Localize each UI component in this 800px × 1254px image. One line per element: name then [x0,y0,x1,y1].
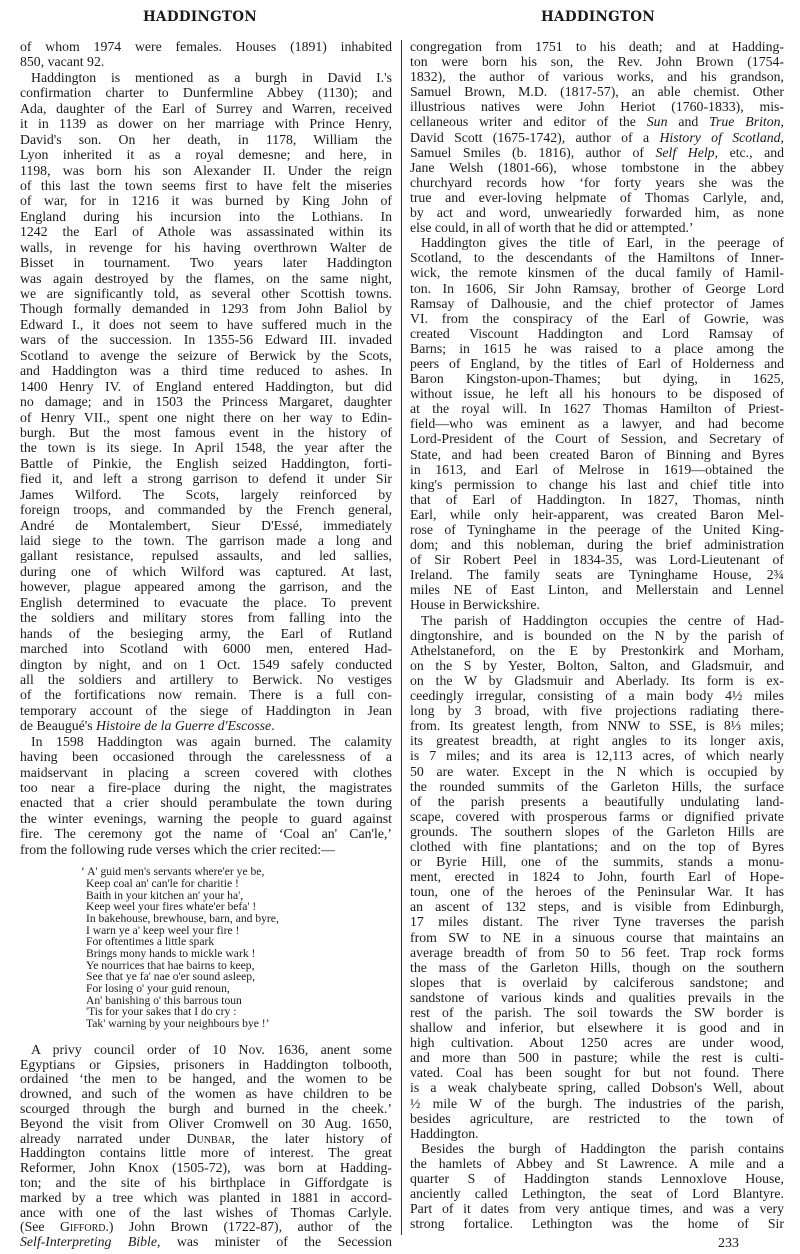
italic-title: Self Help [655,144,715,160]
text-line: dom; and this nobleman, during the brief administration [410,537,784,553]
italic-title: Histoire de la Guerre d'Escosse [96,718,272,734]
text-segment: David Scott (1675-1742), author of a [410,129,660,145]
text-line: the rounded summits of the Garleton Hills, the surface [410,778,784,794]
paragraph [410,39,784,235]
text-segment: , etc., and [714,144,785,160]
text-line: James Wilford. The Scots, largely reinforced by [20,486,392,502]
right-column [410,39,784,1231]
text-line: field—who was eminent as a lawyer, and had become [410,416,784,432]
text-line: of Sir Robert Peel in 1834-35, was Lord-Lieutenant of [410,552,784,568]
text-line: peers of England, by the titles of Earl of Holderness and [410,355,784,371]
text-line: illustrious natives were John Heriot (1760-1833), mis- [410,99,784,115]
text-line: scape, covered with prosperous farms or dignified private [410,808,784,824]
paragraph [20,734,392,858]
italic-title: True Briton [709,114,781,130]
text-line: drowned, and such of the women as have children to be [20,1086,392,1102]
paragraph [410,613,784,1141]
text-segment: , [780,129,784,145]
text-line: 1832), the author of various works, and his grandson, [410,69,784,85]
text-segment: Samuel Smiles (b. 1816), author of [410,144,656,160]
text-line: In 1598 Haddington was again burned. The calamity [31,733,392,749]
text-line [20,1220,392,1235]
paragraph [20,1043,392,1250]
poem-line: Brings mony hands to mickle wark ! [86,947,256,960]
text-line: maidservant in placing a screen covered with clothes [20,764,392,780]
text-line: marked by a tree which was planted in 1881 in accord- [20,1189,392,1205]
text-line: confirmation charter to Dunfermline Abbey (1130); and [20,85,392,101]
text-line: average breadth of from 50 to 56 feet. Trap rock forms [410,944,784,960]
text-line: of war, for in 1216 it was burned by King John of [20,193,392,209]
poem-block [81,865,392,1031]
text-line: Besides the burgh of Haddington the parish contains [421,1140,784,1156]
text-line: Reformer, John Knox (1505-72), was born at Hadding- [20,1160,392,1176]
text-line: ance with one of the last wishes of Thomas Carlyle. [20,1204,392,1220]
text-line: The parish of Haddington occupies the centre of Had- [421,612,784,628]
text-line: 850, vacant 92. [20,54,105,70]
text-line: hands of the besieging army, the Earl of Rutland [20,625,392,641]
paragraph [410,235,784,612]
poem-line: Keep coal an' can'le for charitie ! [86,876,239,890]
text-line: its greatest breadth, at right angles to its longer axis, [410,733,784,749]
text-segment: de Beaugué's [20,718,97,734]
text-line: Earl, while only heir-apparent, was created Baron Mel- [410,506,784,522]
text-line: the town is its siege. In April 1548, the year after the [20,440,392,456]
text-line: Battle of Pinkie, the English seized Haddington, forti- [20,455,392,471]
text-line: State, and had been created Baron of Binning and Byres [410,446,784,462]
text-line: fire. The ceremony got the name of ‘Coal an' Can'le,’ [20,826,392,842]
text-line: besides agriculture, are restricted to the town of [410,1110,784,1126]
text-line: the hamlets of Abbey and St Lawrence. A mile and a [410,1155,784,1171]
text-line: enacted that a crier should perambulate the town during [20,795,392,811]
text-line: laid siege to the town. The garrison made a long and [20,533,392,548]
text-line [410,145,784,160]
text-line: 1198, was born his son Alexander II. Under the reign [20,162,392,178]
text-line: Egyptians or Gipsies, prisoners in Haddington tolbooth, [20,1056,392,1072]
text-line: VI. from the conspiracy of the Earl of Gowrie, was [410,310,784,326]
text-line: of the fortifications now remain. There is a full con- [20,687,392,703]
text-line: anciently called Lethington, the seat of Lord Blantyre. [410,1186,784,1202]
text-line: Haddington. [410,1125,479,1141]
text-line: Haddington is mentioned as a burgh in David I.'s [31,69,392,85]
italic-title: History of Scotland [659,129,781,145]
text-line: of whom 1974 were females. Houses (1891) inhabited [20,39,392,54]
text-line: walls, in revenge for his having overthrown Walter de [20,239,392,255]
text-line: slopes that is overlaid by calciferous sandstone; and [410,974,784,990]
paragraph [20,39,392,70]
cross-reference: Gifford [59,1219,106,1235]
text-segment: , was minister of the Secession [156,1234,392,1250]
text-line: Lyon inherited it as a royal demesne; and here, in [20,147,392,163]
text-line: Ireland. The family seats are Tyninghame House, 2¾ [410,567,784,583]
text-line: A privy council order of 10 Nov. 1636, anent some [31,1041,392,1057]
text-line: congregation from 1751 to his death; and at Hadding- [410,39,784,54]
text-line: vated. Coal has been sought for but not found. There [410,1065,784,1081]
text-line: Beyond the visit from Oliver Cromwell on 30 Aug. 1650, [20,1115,392,1131]
text-line [20,1132,392,1147]
right-paragraphs [410,39,784,1231]
text-line: ment, erected in 1824 to John, fourth Earl of Hope- [410,869,784,885]
text-line: the soldiers and military stores from falling into the [20,610,392,626]
text-line: André de Montalembert, Sieur D'Essé, immediately [20,517,392,533]
text-line [20,718,392,733]
text-line: all the soldiers and artillery to Berwick. No vestiges [20,671,392,687]
text-line: the winter evenings, warning the people to guard against [20,810,392,826]
text-line: Though formally demanded in 1293 from John Baliol by [20,301,392,317]
text-line: Athelstaneford, on the E by Prestonkirk and Morham, [410,642,784,658]
text-line: Edward I., it does not seem to have suffered much in the [20,316,392,332]
text-line: dington by night, and on 1 Oct. 1549 safely conducted [20,656,392,672]
text-line: ordained ‘the men to be hanged, and the women to be [20,1071,392,1087]
text-line: from the following rude verses which the crier recited:— [20,841,335,857]
italic-title: Self-Interpreting Bible [20,1234,157,1250]
text-segment: (See [20,1219,60,1235]
text-line: Ada, daughter of the Earl of Surrey and Warren, received [20,100,392,116]
running-header-right: HADDINGTON [541,9,655,25]
text-line: 50 are water. Except in the N which is occupied by [410,763,784,779]
text-line: miles NE of East Linton, and Mellerstain and Lennel [410,582,784,598]
text-line: scourged through the burgh and burned in the cheek.’ [20,1101,392,1116]
text-line: ton; and the site of his birthplace in Giffordgate is [20,1174,392,1190]
cross-reference: Dunbar [186,1130,232,1146]
text-line: ton. In 1606, Sir John Ramsay, brother of George Lord [410,280,784,296]
italic-title: Sun [646,114,668,130]
text-line: having been occasioned through the carelessness of a [20,749,392,765]
running-header-left: HADDINGTON [143,9,257,25]
text-line: rest of the parish. The soil towards the SW border is [410,1005,784,1020]
text-line: we are significantly told, as several other Scottish towns. [20,286,392,301]
text-line: during one of which Wilford was captured. At last, [20,563,392,579]
text-line: is 7 miles; and its area is 12,113 acres, of which nearly [410,748,784,764]
poem-line: 'Tis for your sakes that I do cry : [86,1005,237,1019]
poem-line: Tak' warning by your neighbours bye !’ [86,1017,270,1031]
text-line: wars of the succession. In 1355-56 Edward III. invaded [20,332,392,348]
column-divider [401,40,402,1235]
text-line: of Henry VII., spent one night there on her way to Edin- [20,409,392,425]
text-line: House in Berwickshire. [410,597,540,613]
text-line: toun, one of the heroes of the Peninsular War. It has [410,884,784,900]
text-line: Haddington contains little more of interest. The great [20,1145,392,1161]
text-line: is a weak chalybeate spring, called Dobson's Well, about [410,1080,784,1096]
paragraph [20,70,392,734]
text-line: high cultivation. About 1250 acres are under wood, [410,1035,784,1051]
text-line: Jane Welsh (1801-66), whose tombstone in the abbey [410,159,784,175]
text-line: or Byrie Hill, one of the summits, stands a monu- [410,854,784,870]
poem-line: See that ye fa' nae o'er sound asleep, [86,970,255,984]
left-after-poem [20,1043,392,1250]
text-line: however, plague appeared among the garrison, and the [20,579,392,595]
text-line [20,1235,392,1250]
text-line: Scotland to avenge the seizure of Berwick by the Scots, [20,347,392,363]
poem-line: ‘ A' guid men's servants where'er ye be, [81,865,265,879]
poem-line: Keep weel your fires whate'er befa' ! [86,900,257,914]
text-segment: already narrated under [20,1130,187,1146]
text-line: ½ mile W of the burgh. The industries of the parish, [410,1095,784,1111]
text-segment: , the later history of [231,1130,392,1146]
text-line: and more than 500 in pasture; while the rest is culti- [410,1050,784,1066]
text-line: too near a fire-place during the night, the magistrates [20,780,392,795]
text-segment: .) John Brown (1722-87), author of the [105,1219,392,1235]
poem-line: An' banishing o' this barrous toun [86,993,242,1007]
text-line: of the parish presents a beautifully undulating land- [410,793,784,809]
text-line: Haddington gives the title of Earl, in the peerage of [421,235,784,251]
text-segment: and [667,114,710,130]
text-line: 1242 the Earl of Athole was assassinated within its [20,224,392,240]
text-line: 17 miles distant. The river Tyne traverses the parish [410,914,784,930]
text-line: from. Its greatest length, from NNW to SSE, is 8⅓ miles; [410,718,784,734]
poem-line: For losing o' your guid renoun, [86,982,230,996]
text-line: Barns; in 1615 he was raised to a place among the [410,340,784,356]
text-line: gallant resistance, repulsed assaults, and led sallies, [20,548,392,564]
text-line: by act and word, unweariedly forwarded him, as none [410,205,784,221]
text-line: temporary account of the siege of Haddington in Jean [20,702,392,718]
text-segment: , [780,114,784,130]
text-line: king's permission to change his last and chief title into [410,476,784,492]
text-line: in 1613, and Earl of Melrose in 1619—obtained the [410,461,784,477]
text-segment: cellaneous writer and editor of the [410,114,647,130]
text-line: 1400 Henry IV. of England entered Haddington, but did [20,378,392,394]
poem-line: For oftentimes a little spark [86,935,215,949]
text-line: shallow and inferior, but elsewhere it is good and in [410,1020,784,1036]
text-line: it in 1139 as dower on her marriage with Prince Henry, [20,116,392,132]
paragraph [410,1141,784,1232]
text-line: from SW to NE in a sinuous course that maintains an [410,929,784,945]
text-line: on the S by Yester, Bolton, Salton, and Gladsmuir, and [410,657,784,673]
text-line: ceedingly irregular, consisting of a main body 4½ miles [410,688,784,704]
text-line: sandstone of various kinds and qualities prevails in the [410,989,784,1005]
text-line: Lord-President of the Court of Session, and Secretary of [410,431,784,447]
left-column [20,39,392,1250]
text-line: long by 3 broad, with five projections radiating there- [410,703,784,719]
text-line: that of Earl of Haddington. In 1827, Thomas, ninth [410,491,784,507]
text-line [410,130,784,145]
text-line: without issue, he left all his honours to be disposed of [410,386,784,402]
text-line: dingtonshire, and is bounded on the N by the parish of [410,627,784,643]
text-line: created Viscount Haddington and Lord Ramsay of [410,325,784,341]
text-line: at the royal will. In 1627 Thomas Hamilton of Priest- [410,401,784,417]
text-line: Samuel Brown, M.D. (1817-57), an able chemist. Other [410,84,784,100]
text-line: Scotland, to the descendants of the Hamiltons of Inner- [410,250,784,266]
text-line [410,114,784,129]
text-line: was again destroyed by the flames, on the same night, [20,270,392,286]
text-line: the mass of the Garleton Hills, though on the southern [410,959,784,975]
text-line: no damage; and in 1503 the Princess Margaret, daughter [20,394,392,410]
text-line: Baron Kingston-upon-Thames; but dying, in 1625, [410,371,784,387]
text-line: foreign troops, and commanded by the French general, [20,502,392,518]
text-line: English determined to evacuate the place. To prevent [20,594,392,610]
page-number: 233 [718,1236,739,1251]
text-line: fied it, and left a strong garrison to defend it under Sir [20,471,392,487]
text-line: on the W by Gladsmuir and Aberlady. Its form is ex- [410,672,784,688]
text-line: marched into Scotland with 6000 men, entered Had- [20,641,392,657]
text-line: else could, in all of worth that he did or attempted.’ [410,220,694,236]
text-line: Bisset in tournament. Two years later Haddington [20,255,392,271]
text-line: strong fortalice. Lethington was the home of Sir [410,1216,784,1232]
poem-line: Baith in your kitchen an' your ha', [86,888,244,902]
text-line: an ascent of 132 steps, and is visible from Edinburgh, [410,899,784,915]
text-line: wick, the remote kinsmen of the ducal family of Hamil- [410,265,784,281]
poem-line: Ye nourrices that hae bairns to keep, [86,958,255,972]
text-line: ton were born his son, the Rev. John Brown (1754- [410,54,784,70]
poem-line: In bakehouse, brewhouse, barn, and byre, [86,911,279,925]
text-segment: . [271,718,275,734]
text-line: and Haddington was a third time reduced to ashes. In [20,363,392,379]
text-line: of this last the town seems first to have felt the miseries [20,177,392,193]
text-line: burgh. But the most famous event in the history of [20,424,392,440]
text-line: churchyard records how ‘for forty years she was the [410,174,784,190]
text-line: rose of Tyninghame in the peerage of the United King- [410,522,784,537]
text-line: quarter S of Haddington stands Lennoxlove House, [410,1171,784,1187]
poem-line: I warn ye a' keep weel your fire ! [86,923,240,937]
text-line: England during his incursion into the Lothians. In [20,208,392,224]
left-paragraphs [20,39,392,857]
text-line: Ramsay of Dalhousie, and the chief protector of James [410,295,784,311]
text-line: true and ever-loving helpmate of Thomas Carlyle, and, [410,189,784,205]
text-line: David's son. On her death, in 1178, William the [20,131,392,147]
text-line: clothed with fine plantations; and on the top of Byres [410,838,784,854]
text-line: Part of it dates from very antique times, and was a very [410,1201,784,1217]
text-line: grounds. The southern slopes of the Garleton Hills are [410,823,784,839]
